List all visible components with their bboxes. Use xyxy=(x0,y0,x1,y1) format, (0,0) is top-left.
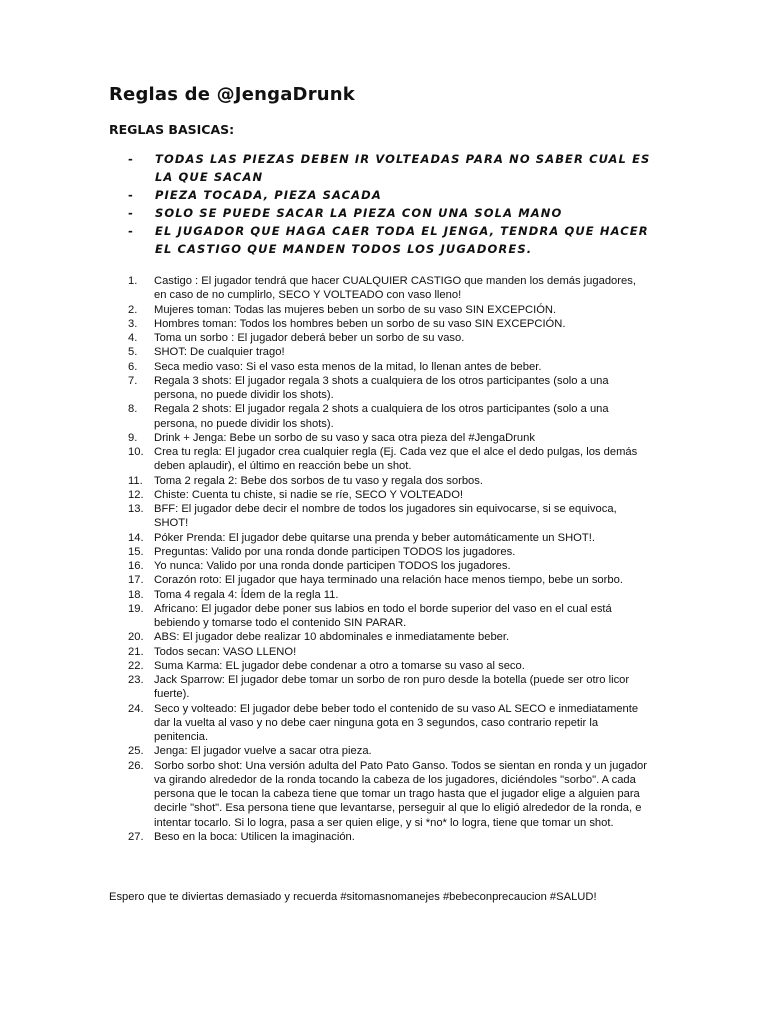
rule-text: SHOT: De cualquier trago! xyxy=(154,346,285,359)
rule-text: Chiste: Cuenta tu chiste, si nadie se ríe, SECO Y VOLTEADO! xyxy=(154,488,464,501)
rule-item xyxy=(128,402,648,431)
rule-number: 23. xyxy=(128,674,144,686)
rule-text: ABS: El jugador debe realizar 10 abdominales e inmediatamente beber. xyxy=(154,631,510,644)
basic-rules-list xyxy=(128,150,668,258)
rule-item xyxy=(128,345,648,359)
rule-number: 6. xyxy=(128,360,138,373)
rule-number: 16. xyxy=(128,560,144,572)
rule-text: Toma 4 regala 4: Ídem de la regla 11. xyxy=(154,588,339,601)
rule-number: 15. xyxy=(128,545,144,558)
rule-number: 22. xyxy=(128,659,144,672)
rule-number: 17. xyxy=(128,574,144,587)
rule-item xyxy=(128,659,648,673)
rule-item xyxy=(128,559,648,573)
rule-number: 21. xyxy=(128,645,144,658)
rule-text: Africano: El jugador debe poner sus labios en todo el borde superior del vaso en el cual está bebiendo y tomarse todo el contenido SIN PARAR. xyxy=(154,602,612,629)
rule-text: Jenga: El jugador vuelve a sacar otra pieza. xyxy=(154,745,372,758)
numbered-rules-list xyxy=(128,274,648,844)
rule-number: 13. xyxy=(128,503,144,515)
rule-text: Seco y volteado: El jugador debe beber todo el contenido de su vaso AL SECO e inmediatamente dar la vuelta al vaso y no debe caer ninguna gota en 3 segundos, caso contrario repetir la penitencia. xyxy=(154,702,639,743)
rule-number: 19. xyxy=(128,602,144,615)
rule-number: 27. xyxy=(128,830,144,843)
rule-number: 20. xyxy=(128,631,144,644)
basic-rule-item xyxy=(128,186,668,204)
rule-text: Castigo : El jugador tendrá que hacer CUALQUIER CASTIGO que manden los demás jugadores, en caso de no cumplirlo, SECO Y VOLTEADO con vaso lleno! xyxy=(154,275,636,302)
rule-item xyxy=(128,374,648,403)
basic-rule-item xyxy=(128,150,668,186)
bullet-dash: - xyxy=(128,152,134,166)
rule-item xyxy=(128,431,648,445)
rule-item xyxy=(128,331,648,345)
bullet-dash: - xyxy=(128,206,134,220)
rule-item xyxy=(128,630,648,644)
rule-text: Hombres toman: Todos los hombres beben un sorbo de su vaso SIN EXCEPCIÓN. xyxy=(154,317,566,330)
rule-item xyxy=(128,744,648,758)
rule-item xyxy=(128,702,648,745)
rule-text: Preguntas: Valido por una ronda donde participen TODOS los jugadores. xyxy=(154,545,516,558)
rule-number: 24. xyxy=(128,702,144,715)
rule-text: Toma un sorbo : El jugador deberá beber un sorbo de su vaso. xyxy=(154,332,465,344)
rule-text: Beso en la boca: Utilicen la imaginación. xyxy=(154,830,355,843)
rule-item xyxy=(128,474,648,488)
closing-message: Espero que te diviertas demasiado y recuerda #sitomasnomanejes #bebeconprecaucion #SALUD! xyxy=(109,891,597,903)
rule-text: BFF: El jugador debe decir el nombre de todos los jugadores sin equivocarse, si se equivoca, SHOT! xyxy=(154,503,617,530)
rule-text: Regala 2 shots: El jugador regala 2 shots a cualquiera de los otros participantes (solo a una persona, no puede dividir los shots). xyxy=(154,403,609,430)
rule-number: 4. xyxy=(128,332,138,344)
rule-text: Crea tu regla: El jugador crea cualquier regla (Ej. Cada vez que el alce el dedo pulgas, los demás deben aplaudir), el último en reacción bebe un shot. xyxy=(154,446,638,473)
rule-item xyxy=(128,830,648,844)
rule-number: 14. xyxy=(128,531,144,544)
rule-text: Mujeres toman: Todas las mujeres beben un sorbo de su vaso SIN EXCEPCIÓN. xyxy=(154,303,557,316)
rule-item xyxy=(128,303,648,317)
rule-text: Suma Karma: EL jugador debe condenar a otro a tomarse su vaso al seco. xyxy=(154,659,525,672)
bullet-dash: - xyxy=(128,224,134,238)
rule-item xyxy=(128,317,648,331)
rule-text: Drink + Jenga: Bebe un sorbo de su vaso y saca otra pieza del #JengaDrunk xyxy=(154,431,535,444)
rule-number: 12. xyxy=(128,488,144,501)
rule-item xyxy=(128,602,648,631)
rule-item xyxy=(128,488,648,502)
rule-item xyxy=(128,588,648,602)
rule-number: 26. xyxy=(128,759,144,772)
rule-number: 10. xyxy=(128,446,144,458)
rule-number: 5. xyxy=(128,346,138,359)
bullet-dash: - xyxy=(128,188,134,202)
rule-item xyxy=(128,545,648,559)
basic-rule-text: SOLO SE PUEDE SACAR LA PIEZA CON UNA SOLA MANO xyxy=(155,206,563,220)
basic-rule-text: TODAS LAS PIEZAS DEBEN IR VOLTEADAS PARA NO SABER CUAL ES LA QUE SACAN xyxy=(155,152,651,184)
rule-item xyxy=(128,573,648,587)
rule-text: Toma 2 regala 2: Bebe dos sorbos de tu vaso y regala dos sorbos. xyxy=(154,474,483,487)
rule-item xyxy=(128,445,648,474)
rule-item xyxy=(128,673,648,702)
rule-number: 3. xyxy=(128,317,138,330)
rule-number: 9. xyxy=(128,431,138,444)
rule-text: Corazón roto: El jugador que haya terminado una relación hace menos tiempo, bebe un sorbo. xyxy=(154,574,623,587)
rule-number: 1. xyxy=(128,275,138,287)
document-title: Reglas de @JengaDrunk xyxy=(109,84,355,105)
rule-item xyxy=(128,645,648,659)
rule-number: 8. xyxy=(128,403,138,416)
rule-text: Regala 3 shots: El jugador regala 3 shots a cualquiera de los otros participantes (solo a una persona, no puede dividir los shots). xyxy=(154,374,609,401)
rule-item xyxy=(128,502,648,531)
rule-item xyxy=(128,274,648,303)
rule-item xyxy=(128,531,648,545)
basic-rule-item xyxy=(128,222,668,258)
basic-rule-text: EL JUGADOR QUE HAGA CAER TODA EL JENGA, TENDRA QUE HACER EL CASTIGO QUE MANDEN TODOS LOS JUGADORES. xyxy=(155,224,649,256)
rule-text: Póker Prenda: El jugador debe quitarse una prenda y beber automáticamente un SHOT!. xyxy=(154,531,595,544)
rule-number: 18. xyxy=(128,588,144,601)
basic-rule-item xyxy=(128,204,668,222)
rule-item xyxy=(128,759,648,830)
rule-text: Todos secan: VASO LLENO! xyxy=(154,645,297,658)
rule-text: Yo nunca: Valido por una ronda donde participen TODOS los jugadores. xyxy=(154,560,511,572)
rule-number: 25. xyxy=(128,745,144,758)
basic-rules-heading: REGLAS BASICAS: xyxy=(109,122,235,137)
rule-item xyxy=(128,360,648,374)
rule-text: Jack Sparrow: El jugador debe tomar un sorbo de ron puro desde la botella (puede ser otro licor fuerte). xyxy=(154,674,630,701)
rule-number: 7. xyxy=(128,374,138,387)
basic-rule-text: PIEZA TOCADA, PIEZA SACADA xyxy=(155,188,382,202)
rule-text: Sorbo sorbo shot: Una versión adulta del Pato Pato Ganso. Todos se sientan en ronda y un jugador va girando alrededor de la ronda tocando la cabeza de los jugadores, diciéndoles "sorbo". A cada persona que le tocan la cabeza tiene que tomar un trago hasta que el jugador elige a alguien para decirle "shot". Esa persona tiene que levantarse, perseguir al que lo eligió alrededor de la ronda, e intentar tocarlo. Si lo logra, pasa a ser quien elige, y si *no* lo logra, tiene que tomar un shot. xyxy=(154,759,647,829)
rule-text: Seca medio vaso: Si el vaso esta menos de la mitad, lo llenan antes de beber. xyxy=(154,360,542,373)
rule-number: 2. xyxy=(128,303,138,316)
rule-number: 11. xyxy=(128,474,143,487)
